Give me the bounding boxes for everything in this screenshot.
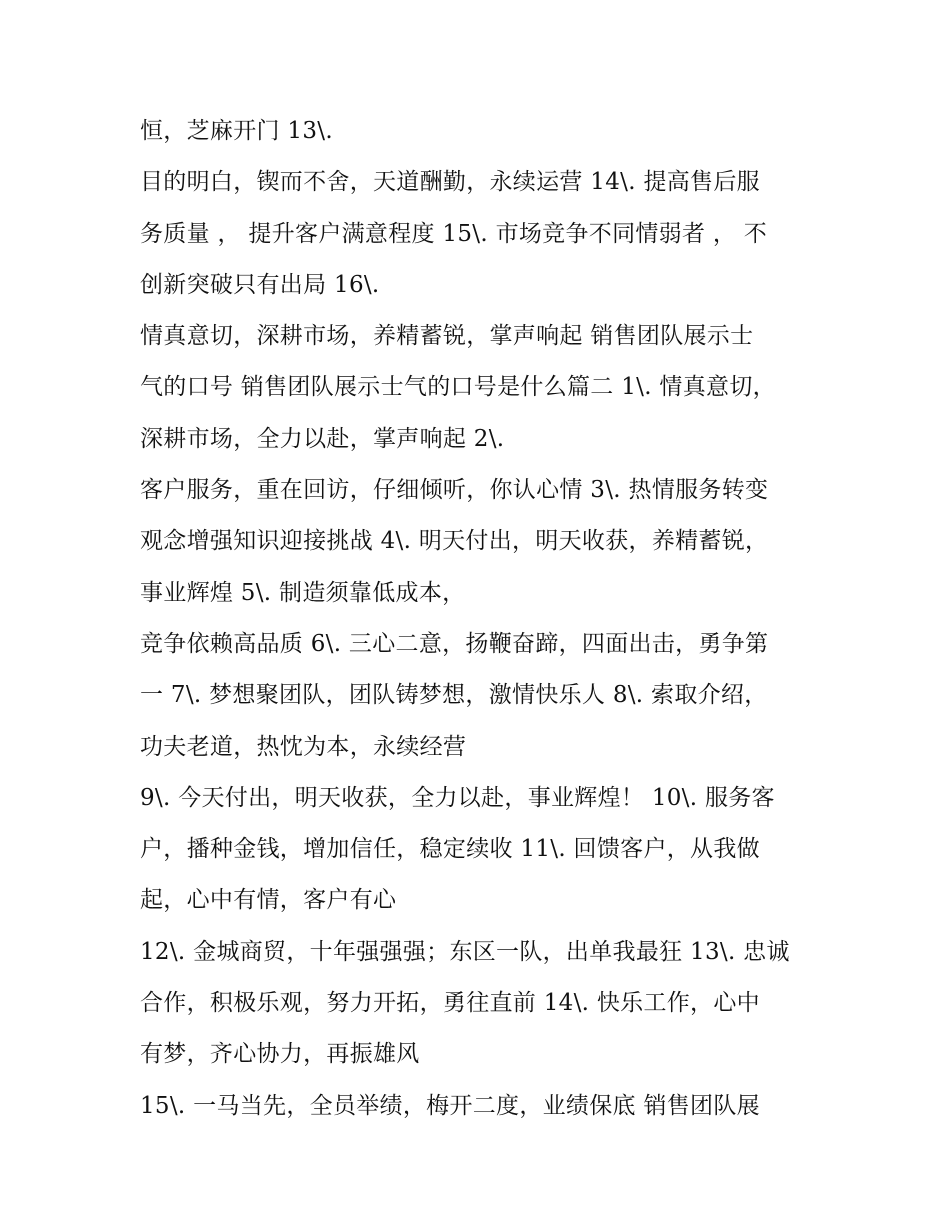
- text-line: 观念增强知识迎接挑战 4\. 明天付出，明天收获，养精蓄锐，: [140, 528, 769, 555]
- text-line: 12\. 金城商贸，十年强强强；东区一队，出单我最狂 13\. 忠诚: [140, 938, 790, 965]
- text-line: 15\. 一马当先，全员举绩，梅开二度，业绩保底 销售团队展: [140, 1092, 760, 1119]
- text-line: 有梦，齐心协力，再振雄风: [140, 1041, 420, 1068]
- text-line: 事业辉煌 5\. 制造须靠低成本，: [140, 579, 466, 606]
- text-line: 户，播种金钱，增加信任，稳定续收 11\. 回馈客户，从我做: [140, 836, 760, 863]
- text-line: 情真意切，深耕市场，养精蓄锐，掌声响起 销售团队展示士: [140, 323, 754, 350]
- text-line: 功夫老道，热忱为本，永续经营: [140, 733, 467, 760]
- text-line: 9\. 今天付出，明天收获，全力以赴，事业辉煌！ 10\. 服务客: [140, 784, 775, 811]
- text-line: 一 7\. 梦想聚团队，团队铸梦想，激情快乐人 8\. 索取介绍，: [140, 682, 768, 709]
- text-line: 合作，积极乐观，努力开拓，勇往直前 14\. 快乐工作，心中: [140, 990, 760, 1017]
- body-text: [140, 106, 820, 1132]
- text-line: 客户服务，重在回访，仔细倾听，你认心情 3\. 热情服务转变: [140, 477, 769, 504]
- text-line: 深耕市场，全力以赴，掌声响起 2\.: [140, 425, 505, 452]
- text-line: 竞争依赖高品质 6\. 三心二意，扬鞭奋蹄，四面出击，勇争第: [140, 630, 769, 657]
- text-line: 务质量 ， 提升客户满意程度 15\. 市场竞争不同情弱者 ， 不: [140, 220, 768, 247]
- text-line: 气的口号 销售团队展示士气的口号是什么篇二 1\. 情真意切，: [140, 374, 776, 401]
- text-line: 起，心中有情，客户有心: [140, 887, 397, 914]
- text-line: 恒，芝麻开门 13\.: [140, 118, 333, 144]
- text-line: 目的明白，锲而不舍，天道酬勤，永续运营 14\. 提高售后服: [140, 169, 760, 196]
- text-line: 创新突破只有出局 16\.: [140, 271, 380, 298]
